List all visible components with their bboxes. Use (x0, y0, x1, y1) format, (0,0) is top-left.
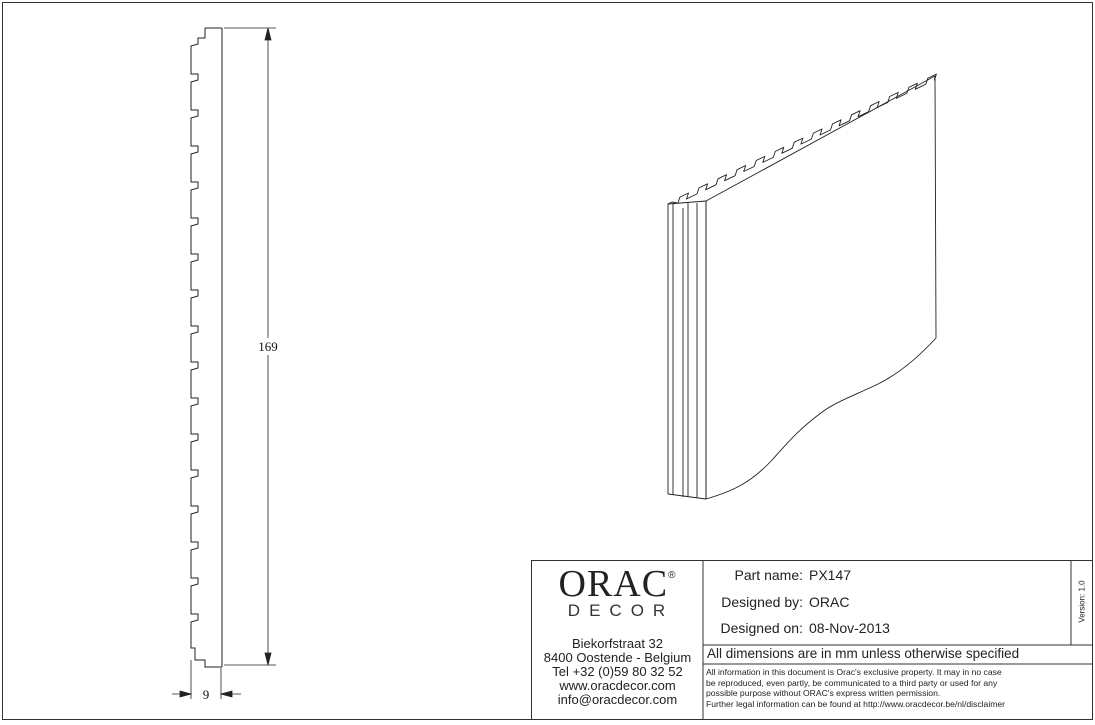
company-address (532, 637, 703, 707)
depth-dimension-label: 9 (202, 687, 210, 702)
designed-by-row (703, 594, 803, 610)
profile-outline (191, 28, 222, 667)
designed-by-value: ORAC (809, 594, 850, 610)
height-arrow-bottom (265, 653, 271, 665)
address-city: 8400 Oostende - Belgium (543, 650, 692, 665)
height-dimension-label: 169 (258, 339, 278, 354)
address-phone: Tel +32 (0)59 80 32 52 (552, 664, 683, 679)
designed-on-row (703, 620, 803, 636)
address-website: www.oracdecor.com (559, 678, 676, 693)
logo-subtitle: DECOR (567, 601, 675, 620)
address-street: Biekorfstraat 32 (571, 636, 664, 651)
units-note: All dimensions are in mm unless otherwise specified (707, 646, 1020, 661)
part-name-label: Part name: (734, 567, 803, 583)
profile-section-view (191, 28, 222, 667)
legal-line-3: possible purpose without ORAC's express written permission. (706, 688, 941, 699)
designed-on-value: 08-Nov-2013 (809, 620, 890, 636)
iso-front-face (706, 76, 936, 499)
logo-registered-mark: ® (668, 570, 676, 581)
legal-line-1: All information in this document is Orac's exclusive property. It may in no case (706, 667, 1002, 677)
legal-line-4: Further legal information can be found at http://www.oracdecor.be/nl/disclaimer (706, 698, 1006, 709)
legal-line-2: be reproduced, even partly, be communicated to a third party or used for any (706, 677, 998, 688)
orac-logo (532, 562, 702, 622)
iso-edge-strip (668, 201, 706, 499)
iso-top-serration (668, 74, 936, 204)
version-cell (1071, 561, 1092, 645)
depth-arrow-right (221, 691, 232, 697)
version-label: Version: 1.0 (1077, 580, 1087, 623)
part-name-value: PX147 (809, 567, 852, 583)
height-arrow-top (265, 28, 271, 40)
designed-on-label: Designed on: (720, 620, 803, 636)
designed-by-label: Designed by: (721, 594, 803, 610)
part-name-row (703, 567, 803, 583)
logo-brand: ORAC (558, 563, 669, 605)
address-email: info@oracdecor.com (557, 692, 678, 707)
legal-notice (706, 667, 1092, 709)
isometric-view (668, 74, 936, 499)
depth-arrow-left (180, 691, 191, 697)
